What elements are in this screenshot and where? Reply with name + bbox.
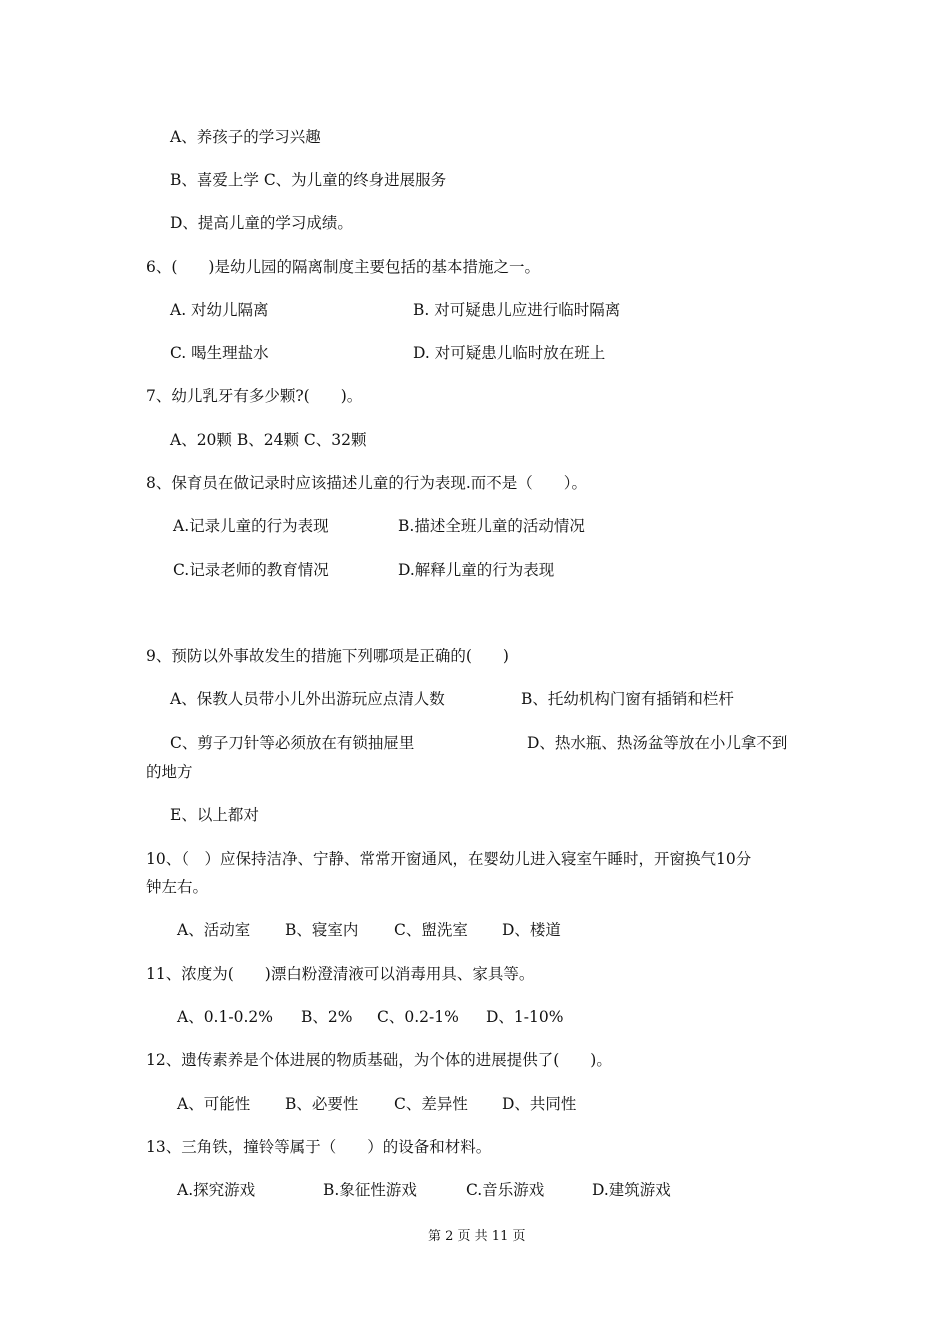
q6-stem: 6、( )是幼儿园的隔离制度主要包括的基本措施之一。 [146, 258, 540, 276]
q6-option-a: A. 对幼儿隔离 [170, 301, 269, 319]
q8-option-a: A.记录儿童的行为表现 [173, 517, 329, 535]
q9-option-b: B、托幼机构门窗有插销和栏杆 [521, 690, 734, 708]
q8-option-b: B.描述全班儿童的活动情况 [398, 517, 585, 535]
q6-option-c: C. 喝生理盐水 [170, 344, 269, 362]
q9-option-d: D、热水瓶、热汤盆等放在小儿拿不到 [527, 734, 788, 752]
q12-stem: 12、遗传素养是个体进展的物质基础，为个体的进展提供了( )。 [146, 1051, 612, 1069]
q9-option-c: C、剪子刀针等必须放在有锁抽屉里 [170, 734, 415, 752]
q10-stem: 10、（ ）应保持洁净、宁静、常常开窗通风，在婴幼儿进入寝室午睡时，开窗换气10分 [146, 850, 752, 868]
q9-option-d-continued: 的地方 [146, 763, 193, 781]
q9-stem: 9、预防以外事故发生的措施下列哪项是正确的( ) [146, 647, 509, 665]
q13-stem: 13、三角铁，撞铃等属于（ ）的设备和材料。 [146, 1138, 492, 1156]
q8-option-d: D.解释儿童的行为表现 [398, 561, 555, 579]
q13-option-b: B.象征性游戏 [323, 1181, 417, 1199]
q11-option-c: C、0.2-1% [377, 1008, 459, 1026]
q8-stem: 8、保育员在做记录时应该描述儿童的行为表现.而不是（ ）。 [146, 474, 588, 492]
q11-option-d: D、1-10% [486, 1008, 564, 1026]
q9-option-e: E、以上都对 [170, 806, 259, 824]
q6-option-d: D. 对可疑患儿临时放在班上 [413, 344, 606, 362]
q10-option-d: D、楼道 [502, 921, 561, 939]
q12-option-c: C、差异性 [394, 1095, 468, 1113]
q13-option-c: C.音乐游戏 [466, 1181, 545, 1199]
q10-stem-continued: 钟左右。 [146, 878, 209, 896]
q9-option-a: A、保教人员带小儿外出游玩应点清人数 [170, 690, 445, 708]
q7-stem: 7、幼儿乳牙有多少颗?( )。 [146, 387, 363, 405]
q10-option-b: B、寝室内 [285, 921, 359, 939]
q5-option-b: B、喜爱上学 C、为儿童的终身进展服务 [170, 171, 447, 189]
q12-option-a: A、可能性 [177, 1095, 251, 1113]
q12-option-d: D、共同性 [502, 1095, 577, 1113]
q8-option-c: C.记录老师的教育情况 [173, 561, 329, 579]
q13-option-d: D.建筑游戏 [592, 1181, 671, 1199]
q10-option-a: A、活动室 [177, 921, 251, 939]
q7-options: A、20颗 B、24颗 C、32颗 [170, 431, 367, 449]
q10-option-c: C、盥洗室 [394, 921, 468, 939]
q12-option-b: B、必要性 [285, 1095, 359, 1113]
q11-option-a: A、0.1-0.2% [177, 1008, 273, 1026]
q6-option-b: B. 对可疑患儿应进行临时隔离 [413, 301, 621, 319]
page-number: 第 2 页 共 11 页 [428, 1229, 526, 1244]
q5-option-d: D、提高儿童的学习成绩。 [170, 214, 353, 232]
q13-option-a: A.探究游戏 [177, 1181, 256, 1199]
q11-stem: 11、浓度为( )漂白粉澄清液可以消毒用具、家具等。 [146, 965, 535, 983]
q11-option-b: B、2% [301, 1008, 353, 1026]
q5-option-a: A、养孩子的学习兴趣 [170, 128, 321, 146]
